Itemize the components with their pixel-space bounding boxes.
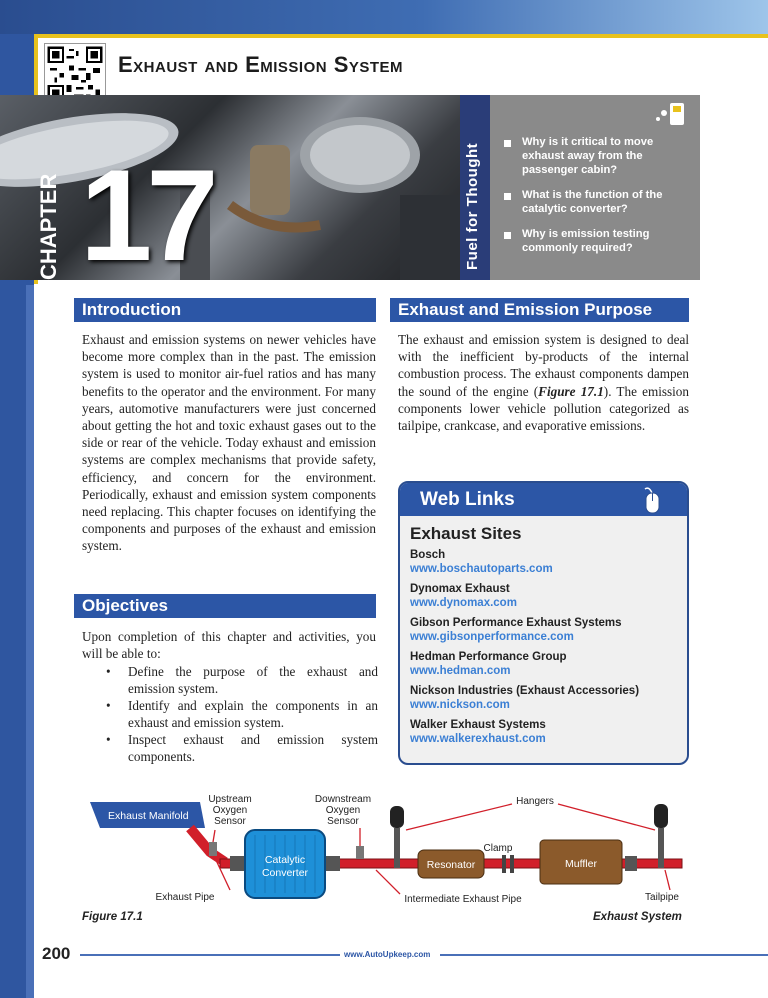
muffler-flange <box>625 856 637 871</box>
link-url[interactable]: www.gibsonperformance.com <box>410 631 574 643</box>
link-item <box>410 616 687 644</box>
downstream-label-3: Sensor <box>327 816 359 827</box>
clamp-icon <box>510 855 514 873</box>
link-item <box>410 684 687 712</box>
link-name: Nickson Industries (Exhaust Accessories) <box>410 685 640 697</box>
catalytic-label-line1: Catalytic <box>264 854 306 866</box>
purpose-text-start: The exhaust and emission system is designed to deal with the inefficient by-products of the internal combustion process. The exhaust components dampen the sound of the engine ( <box>398 332 689 399</box>
hanger-rod <box>658 828 664 868</box>
downstream-label-1: Downstream <box>314 794 372 805</box>
muffler-label: Muffler <box>565 858 597 870</box>
link-name: Gibson Performance Exhaust Systems <box>410 617 622 629</box>
fuel-for-thought-list <box>500 135 690 266</box>
link-item <box>410 582 687 610</box>
upstream-sensor-icon <box>209 842 217 856</box>
chapter-title: Exhaust and Emission System <box>118 52 404 77</box>
web-links-header <box>400 483 687 516</box>
upstream-label-2: Oxygen <box>212 805 248 816</box>
hangers-label: Hangers <box>516 796 554 807</box>
upstream-label-1: Upstream <box>208 794 252 805</box>
frame-top <box>34 34 768 38</box>
downstream-label-2: Oxygen <box>325 805 361 816</box>
question-item: What is the function of the catalytic converter? <box>500 188 690 216</box>
chapter-photo <box>0 95 460 288</box>
hanger-rod <box>394 828 400 868</box>
link-url[interactable]: www.hedman.com <box>410 665 511 677</box>
purpose-text-end: ). The emission components lower vehicle pollution categorized as tailpipe, crankcase, and evaporative emissions. <box>398 383 689 434</box>
catalytic-label-line2: Converter <box>261 867 309 879</box>
link-url[interactable]: www.nickson.com <box>410 699 510 711</box>
upstream-label-3: Sensor <box>214 816 246 827</box>
objective-item: • Inspect exhaust and emission system components. <box>98 731 378 765</box>
purpose-heading: Exhaust and Emission Purpose <box>390 298 689 322</box>
link-name: Bosch <box>410 549 446 561</box>
figure-caption-number: Figure 17.1 <box>82 911 143 923</box>
web-links-title: Web Links <box>420 489 515 510</box>
objectives-heading: Objectives <box>74 594 376 618</box>
introduction-heading: Introduction <box>74 298 376 322</box>
objectives-list <box>98 663 378 765</box>
hanger-icon <box>654 804 668 828</box>
manifold-label: Exhaust Manifold <box>108 810 189 822</box>
chapter-vertical-label: CHAPTER <box>36 173 61 280</box>
web-links-box <box>398 481 689 765</box>
page-number: 200 <box>42 944 71 963</box>
figure-caption-title: Exhaust System <box>593 911 682 923</box>
objectives-intro: Upon completion of this chapter and activities, you will be able to: <box>82 629 376 662</box>
web-links-subheading: Exhaust Sites <box>410 524 522 543</box>
link-name: Dynomax Exhaust <box>410 583 510 595</box>
intermediate-pipe-label: Intermediate Exhaust Pipe <box>404 894 522 905</box>
exhaust-pipe <box>190 828 225 862</box>
mouse-icon <box>639 487 665 515</box>
objective-item: • Define the purpose of the exhaust and emission system. <box>98 663 378 697</box>
fuel-for-thought-label: Fuel for Thought <box>464 142 481 270</box>
link-url[interactable]: www.walkerexhaust.com <box>410 733 546 745</box>
top-band <box>0 0 768 34</box>
link-item <box>410 650 687 678</box>
footer-rule-right <box>440 954 768 956</box>
cat-flange-left <box>230 856 244 871</box>
link-url[interactable]: www.boschautoparts.com <box>410 563 553 575</box>
hanger-icon <box>390 806 404 828</box>
downstream-sensor-icon <box>356 846 364 859</box>
resonator-label: Resonator <box>426 859 476 871</box>
question-item: Why is it critical to move exhaust away from the passenger cabin? <box>500 135 690 177</box>
objective-item: • Identify and explain the components in an exhaust and emission system. <box>98 697 378 731</box>
link-name: Hedman Performance Group <box>410 651 567 663</box>
chapter-number: 17 <box>80 142 213 288</box>
purpose-text <box>398 331 689 434</box>
link-url[interactable]: www.dynomax.com <box>410 597 517 609</box>
exhaust-system-diagram <box>80 790 690 910</box>
footer-rule-left <box>80 954 340 956</box>
clamp-label: Clamp <box>483 843 513 854</box>
exhaust-pipe-label: Exhaust Pipe <box>155 892 215 903</box>
question-item: Why is emission testing commonly required? <box>500 227 690 255</box>
introduction-text: Exhaust and emission systems on newer vehicles have become more complex than in the past. The emission system is used to monitor air-fuel ratios and has many benefits to the operator and the environment. For many years, automotive manufacturers were just concerned about getting the hot and toxic exhaust gases out to the side or rear of the vehicle. Today exhaust and emission systems are complex mechanisms that provide safety, efficiency, and concern for the environment. Periodically, exhaust and emission system components need replacing. This chapter focuses on identifying the components and purposes of the exhaust and emission system. <box>82 332 376 554</box>
cat-flange-right <box>326 856 340 871</box>
link-name: Walker Exhaust Systems <box>410 719 546 731</box>
footer-url[interactable]: www.AutoUpkeep.com <box>344 950 431 959</box>
fuel-pump-icon <box>650 101 690 127</box>
left-band-accent <box>26 285 34 998</box>
link-item <box>410 548 687 576</box>
clamp-icon <box>502 855 506 873</box>
link-item <box>410 718 687 746</box>
tailpipe-label: Tailpipe <box>645 892 679 903</box>
figure-reference-link[interactable]: Figure 17.1 <box>538 383 604 399</box>
